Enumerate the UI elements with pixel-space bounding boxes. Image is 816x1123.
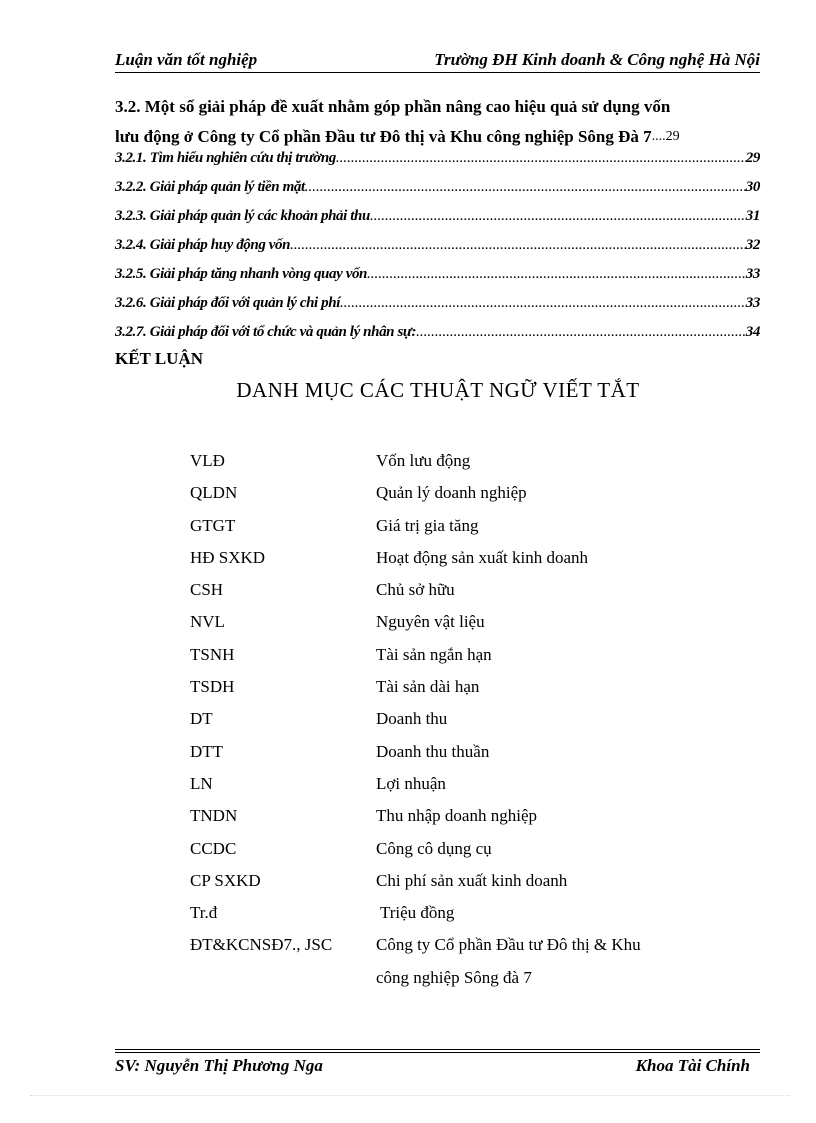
toc-leader-dots <box>340 295 746 312</box>
toc-item <box>115 295 760 315</box>
abbreviation-meaning: Chi phí sản xuất kinh doanh <box>376 870 568 890</box>
toc-item-page: 34 <box>745 324 760 340</box>
abbreviation-row <box>190 450 710 482</box>
abbreviation-term: NVL <box>190 612 225 632</box>
toc-leader-dots <box>367 266 746 283</box>
toc-conclusion: KẾT LUẬN <box>115 349 204 368</box>
abbreviation-term: TSDH <box>190 677 235 697</box>
abbreviation-meaning: Triệu đồng <box>376 903 455 923</box>
abbreviation-row <box>190 741 710 773</box>
abbreviation-row <box>190 967 710 999</box>
abbreviation-row <box>190 515 710 547</box>
abbreviation-meaning: công nghiệp Sông đà 7 <box>376 967 532 987</box>
abbreviation-meaning: Lợi nhuận <box>376 773 446 793</box>
toc-item-page: 29 <box>745 150 760 166</box>
abbreviation-term: HĐ SXKD <box>190 547 266 567</box>
toc-item-title: 3.2.1. Tìm hiểu nghiên cứu thị trường <box>115 150 336 166</box>
toc-item-page: 31 <box>745 208 760 224</box>
toc-item-title: 3.2.7. Giải pháp đối với tổ chức và quản lý nhân sự: <box>115 324 417 340</box>
abbreviation-row <box>190 579 710 611</box>
abbreviation-term: TSNH <box>190 644 235 664</box>
abbreviation-meaning: Hoạt động sản xuất kinh doanh <box>376 547 588 567</box>
abbreviation-term: CP SXKD <box>190 870 261 890</box>
abbreviation-row <box>190 902 710 934</box>
abbreviation-meaning: Tài sản ngắn hạn <box>376 644 492 664</box>
toc-leader-dots <box>336 150 746 167</box>
abbreviation-row <box>190 676 710 708</box>
abbreviations-title: DANH MỤC CÁC THUẬT NGỮ VIẾT TẮT <box>236 378 640 402</box>
abbreviation-meaning: Vốn lưu động <box>376 451 471 470</box>
abbreviation-meaning: Nguyên vật liệu <box>376 612 485 632</box>
page-footer <box>115 1056 760 1080</box>
toc-item-page: 33 <box>745 266 760 282</box>
footer-rule <box>115 1052 760 1053</box>
abbreviation-row <box>190 773 710 805</box>
toc-section-3-2-line2: lưu động ở Công ty Cổ phần Đầu tư Đô thị và Khu công nghiệp Sông Đà 7 <box>115 127 652 146</box>
abbreviation-row <box>190 644 710 676</box>
footer-rule <box>115 1049 760 1050</box>
toc-item <box>115 179 760 199</box>
toc-leader-dots <box>290 237 746 254</box>
toc-item <box>115 266 760 286</box>
toc-item <box>115 208 760 228</box>
page-bottom-border <box>30 1095 790 1096</box>
abbreviation-term <box>190 967 376 999</box>
abbreviation-row <box>190 482 710 514</box>
abbreviation-term: VLĐ <box>190 451 225 470</box>
abbreviation-term: DT <box>190 709 213 729</box>
abbreviation-term: TNDN <box>190 806 238 826</box>
abbreviation-meaning: Doanh thu <box>376 709 448 729</box>
abbreviation-meaning: Công ty Cổ phần Đầu tư Đô thị & Khu <box>376 935 641 955</box>
footer-right: Khoa Tài Chính <box>635 1056 750 1075</box>
toc-item-title: 3.2.4. Giải pháp huy động vốn <box>115 237 291 253</box>
toc-item-title: 3.2.3. Giải pháp quản lý các khoản phải thu <box>115 208 370 224</box>
toc-item-title: 3.2.5. Giải pháp tăng nhanh vòng quay vốn <box>115 266 367 282</box>
toc-item-page: 33 <box>745 295 760 311</box>
toc-leader-dots <box>305 179 746 196</box>
abbreviation-term: Tr.đ <box>190 903 218 923</box>
abbreviation-term: CCDC <box>190 838 237 858</box>
abbreviation-row <box>190 870 710 902</box>
header-right: Trường ĐH Kinh doanh & Công nghệ Hà Nội <box>434 50 760 69</box>
toc-item <box>115 324 760 344</box>
abbreviation-term: GTGT <box>190 515 236 535</box>
abbreviation-term: DTT <box>190 741 224 761</box>
abbreviation-meaning: Tài sản dài hạn <box>376 677 480 697</box>
abbreviation-row <box>190 805 710 837</box>
header-left: Luận văn tốt nghiệp <box>115 50 258 69</box>
abbreviation-row <box>190 934 710 966</box>
abbreviation-meaning: Giá trị gia tăng <box>376 515 479 535</box>
abbreviation-term: QLDN <box>190 483 238 503</box>
abbreviation-meaning: Quản lý doanh nghiệp <box>376 483 527 503</box>
abbreviation-term: LN <box>190 773 213 793</box>
toc-section-3-2-page: ....29 <box>651 129 680 144</box>
abbreviation-term: CSH <box>190 580 224 600</box>
toc-item-title: 3.2.6. Giải pháp đối với quản lý chi phí <box>115 295 340 311</box>
abbreviation-meaning: Chủ sở hữu <box>376 580 455 600</box>
abbreviations-list <box>190 450 710 999</box>
toc-section-3-2 <box>115 92 760 152</box>
footer-left: SV: Nguyễn Thị Phương Nga <box>115 1056 323 1075</box>
toc-leader-dots <box>416 324 746 341</box>
toc-item <box>115 150 760 170</box>
toc-section-3-2-line1: 3.2. Một số giải pháp đề xuất nhằm góp phần nâng cao hiệu quả sử dụng vốn <box>115 97 671 116</box>
header-rule <box>115 72 760 73</box>
toc-leader-dots <box>370 208 746 225</box>
abbreviation-meaning: Doanh thu thuần <box>376 741 490 761</box>
toc-item-title: 3.2.2. Giải pháp quản lý tiền mặt <box>115 179 305 195</box>
abbreviation-row <box>190 838 710 870</box>
page-header <box>115 50 760 72</box>
toc-item-page: 30 <box>745 179 760 195</box>
toc-item <box>115 237 760 257</box>
abbreviation-meaning: Thu nhập doanh nghiệp <box>376 806 537 826</box>
abbreviation-row <box>190 708 710 740</box>
toc-item-page: 32 <box>745 237 760 253</box>
abbreviation-row <box>190 547 710 579</box>
abbreviation-meaning: Công cô dụng cụ <box>376 838 492 858</box>
abbreviation-term: ĐT&KCNSĐ7., JSC <box>190 935 333 955</box>
abbreviation-row <box>190 611 710 643</box>
